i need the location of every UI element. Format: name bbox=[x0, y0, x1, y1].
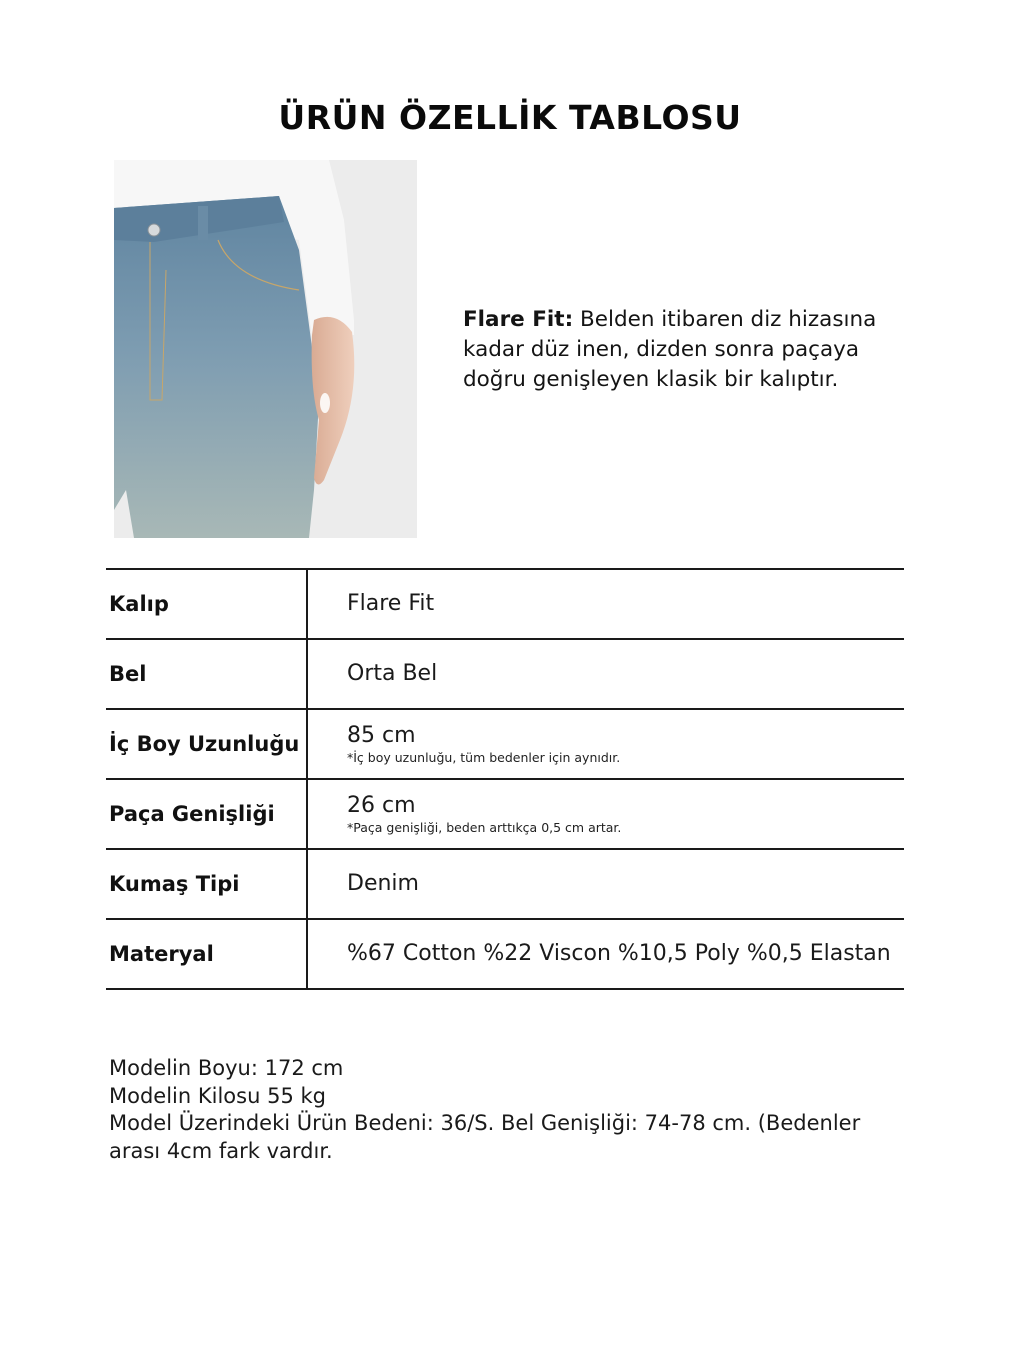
row-label: Kumaş Tipi bbox=[106, 850, 308, 918]
fit-description-text: Belden itibaren diz hizasına kadar düz inen, dizden sonra paçaya doğru genişleyen klasik bir kalıptır. bbox=[463, 307, 877, 392]
fit-description bbox=[463, 305, 923, 395]
row-value: %67 Cotton %22 Viscon %10,5 Poly %0,5 Elastan bbox=[347, 941, 891, 966]
model-info bbox=[109, 1055, 909, 1165]
row-note: *Paça genişliği, beden arttıkça 0,5 cm artar. bbox=[347, 820, 622, 835]
row-value-cell bbox=[308, 850, 904, 918]
spec-table bbox=[106, 568, 904, 990]
row-label: Kalıp bbox=[106, 570, 308, 638]
table-row-materyal bbox=[106, 920, 904, 990]
table-row-kumas bbox=[106, 850, 904, 920]
row-value: Orta Bel bbox=[347, 661, 438, 686]
row-value: 85 cm bbox=[347, 723, 416, 748]
table-row-bel bbox=[106, 640, 904, 710]
row-label: Paça Genişliği bbox=[106, 780, 308, 848]
row-value: Denim bbox=[347, 871, 419, 896]
jeans-model-image bbox=[114, 160, 417, 538]
row-value: Flare Fit bbox=[347, 591, 435, 616]
fit-description-label: Flare Fit: bbox=[463, 307, 574, 332]
model-size: Model Üzerindeki Ürün Bedeni: 36/S. Bel Genişliği: 74-78 cm. (Bedenler arası 4cm fark vardır. bbox=[109, 1111, 861, 1163]
table-row-ic-boy bbox=[106, 710, 904, 780]
row-value-cell bbox=[308, 710, 904, 778]
row-label: Materyal bbox=[106, 920, 308, 988]
row-value-cell bbox=[308, 570, 904, 638]
row-value: 26 cm bbox=[347, 793, 416, 818]
row-value-cell bbox=[308, 780, 904, 848]
table-row-kalip bbox=[106, 570, 904, 640]
table-row-paca bbox=[106, 780, 904, 850]
model-height: Modelin Boyu: 172 cm bbox=[109, 1056, 344, 1080]
row-value-cell bbox=[308, 640, 904, 708]
row-label: Bel bbox=[106, 640, 308, 708]
row-note: *İç boy uzunluğu, tüm bedenler için aynıdır. bbox=[347, 750, 621, 765]
row-label: İç Boy Uzunluğu bbox=[106, 710, 308, 778]
model-weight: Modelin Kilosu 55 kg bbox=[109, 1083, 326, 1108]
product-photo bbox=[114, 160, 417, 538]
page-title: ÜRÜN ÖZELLİK TABLOSU bbox=[278, 98, 742, 137]
row-value-cell bbox=[308, 920, 904, 988]
